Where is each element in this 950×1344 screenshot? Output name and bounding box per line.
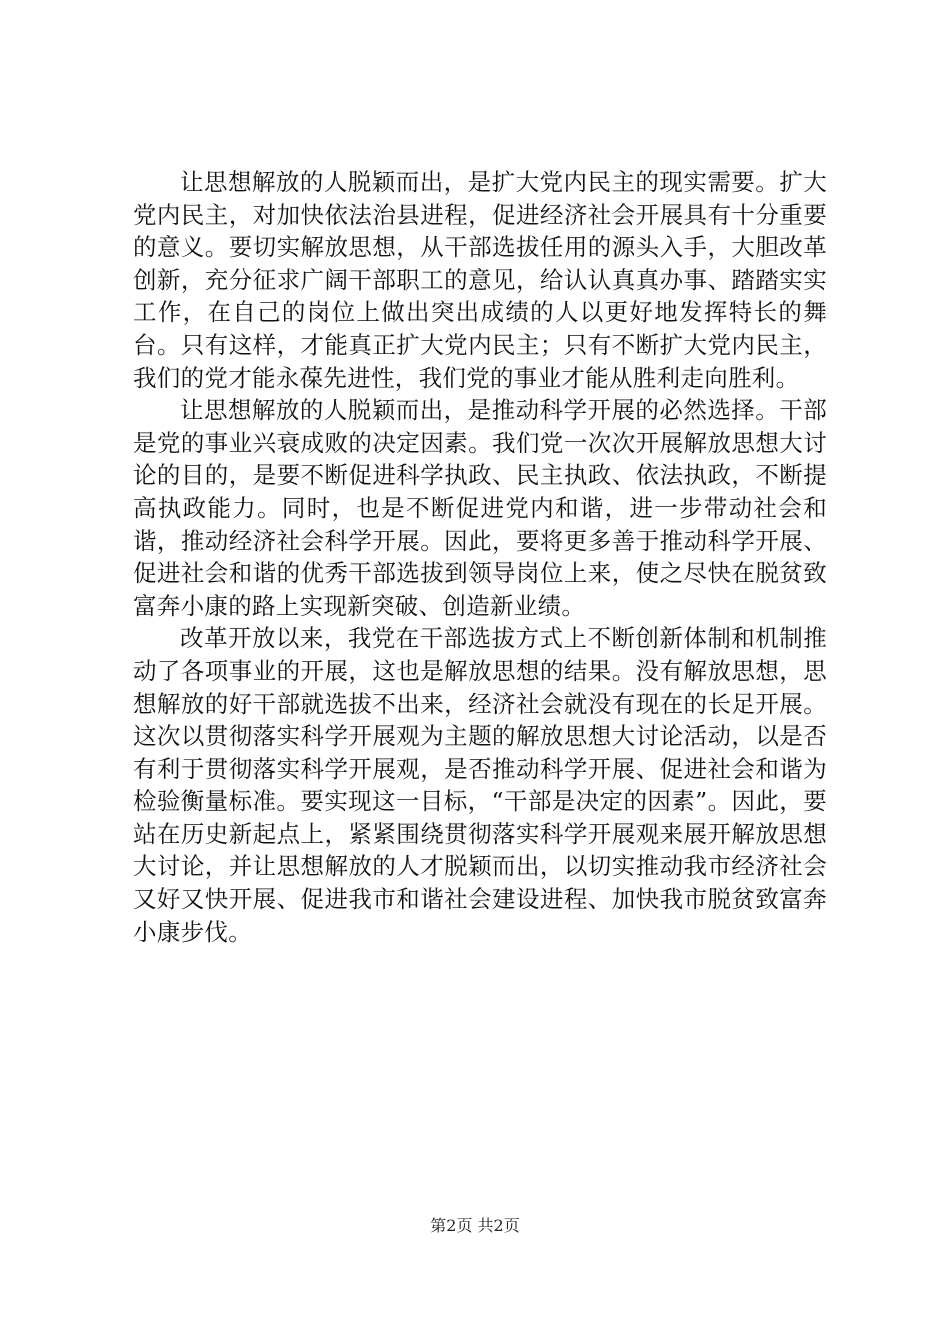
paragraph-1: 让思想解放的人脱颖而出，是扩大党内民主的现实需要。扩大党内民主，对加快依法治县进程，促进经济社会开展具有十分重要的意义。要切实解放思想，从干部选拔任用的源头入手，大胆改革创新，充分征求广阔干部职工的意见，给认认真真办事、踏踏实实工作，在自己的岗位上做出突出成绩的人以更好地发挥特长的舞台。只有这样，才能真正扩大党内民主；只有不断扩大党内民主，我们的党才能永葆先进性，我们党的事业才能从胜利走向胜利。 xyxy=(133,168,827,392)
paragraph-2: 让思想解放的人脱颖而出，是推动科学开展的必然选择。干部是党的事业兴衰成败的决定因素。我们党一次次开展解放思想大讨论的目的，是要不断促进科学执政、民主执政、依法执政，不断提高执政能力。同时，也是不断促进党内和谐，进一步带动社会和谐，推动经济社会科学开展。因此，要将更多善于推动科学开展、促进社会和谐的优秀干部选拔到领导岗位上来，使之尽快在脱贫致富奔小康的路上实现新突破、创造新业绩。 xyxy=(133,396,827,620)
page-number-footer: 第2页 共2页 xyxy=(430,1216,520,1235)
paragraph-3: 改革开放以来，我党在干部选拔方式上不断创新体制和机制推动了各项事业的开展，这也是解放思想的结果。没有解放思想，思想解放的好干部就选拔不出来，经济社会就没有现在的长足开展。这次以贯彻落实科学开展观为主题的解放思想大讨论活动，以是否有利于贯彻落实科学开展观，是否推动科学开展、促进社会和谐为检验衡量标准。要实现这一目标，“干部是决定的因素”。因此，要站在历史新起点上，紧紧围绕贯彻落实科学开展观来展开解放思想大讨论，并让思想解放的人才脱颖而出，以切实推动我市经济社会又好又快开展、促进我市和谐社会建设进程、加快我市脱贫致富奔小康步伐。 xyxy=(133,624,827,946)
document-body xyxy=(133,166,827,948)
